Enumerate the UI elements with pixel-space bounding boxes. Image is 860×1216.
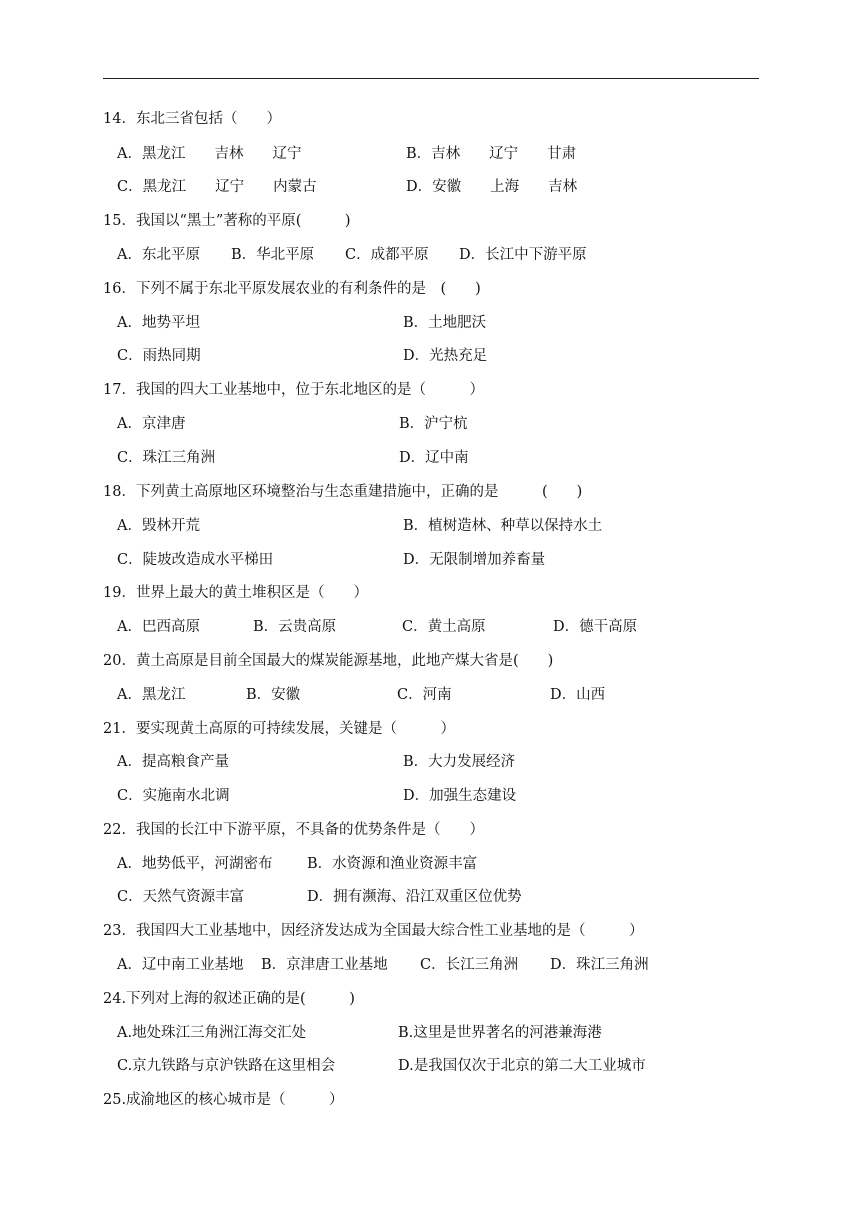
header-rule <box>103 78 759 79</box>
question-21: 21．要实现黄土高原的可持续发展，关键是（ ） <box>103 721 455 737</box>
q14-option-d: D．安徽 上海 吉林 <box>406 179 578 195</box>
q17-option-c: C．珠江三角洲 <box>117 450 216 466</box>
q21-option-d: D．加强生态建设 <box>403 788 517 804</box>
q24-option-a: A.地处珠江三角洲江海交汇处 <box>117 1025 307 1041</box>
question-19: 19．世界上最大的黄土堆积区是（ ） <box>103 585 368 601</box>
question-18: 18．下列黄土高原地区环境整治与生态重建措施中，正确的是 ( ) <box>103 484 583 500</box>
q16-option-a: A．地势平坦 <box>117 315 200 331</box>
q14-option-b: B．吉林 辽宁 甘肃 <box>406 146 577 162</box>
q22-option-b: B．水资源和渔业资源丰富 <box>307 856 478 872</box>
q24-option-b: B.这里是世界著名的河港兼海港 <box>398 1025 602 1041</box>
question-14: 14．东北三省包括（ ） <box>103 111 281 127</box>
q23-option-b: B．京津唐工业基地 <box>261 957 388 973</box>
q18-option-b: B．植树造林、种草以保持水土 <box>403 518 603 534</box>
question-20: 20．黄土高原是目前全国最大的煤炭能源基地，此地产煤大省是( ) <box>103 653 554 669</box>
q21-option-b: B．大力发展经济 <box>403 754 516 770</box>
question-24: 24.下列对上海的叙述正确的是( ) <box>103 991 355 1007</box>
q23-option-c: C．长江三角洲 <box>420 957 519 973</box>
q24-option-d: D.是我国仅次于北京的第二大工业城市 <box>398 1058 646 1074</box>
q19-option-b: B．云贵高原 <box>253 619 337 635</box>
q23-option-d: D．珠江三角洲 <box>550 957 649 973</box>
q17-option-a: A．京津唐 <box>117 416 186 432</box>
q24-option-c: C.京九铁路与京沪铁路在这里相会 <box>117 1058 336 1074</box>
q15-option-a: A．东北平原 <box>117 247 200 263</box>
q21-option-c: C．实施南水北调 <box>117 788 230 804</box>
q14-option-a: A．黑龙江 吉林 辽宁 <box>117 146 302 162</box>
q17-option-d: D．辽中南 <box>399 450 469 466</box>
question-23: 23．我国四大工业基地中，因经济发达成为全国最大综合性工业基地的是（ ） <box>103 923 644 939</box>
q19-option-c: C．黄土高原 <box>402 619 486 635</box>
question-15: 15．我国以“黑土”著称的平原( ) <box>103 213 351 229</box>
q22-option-a: A．地势低平，河湖密布 <box>117 856 273 872</box>
q22-option-c: C．天然气资源丰富 <box>117 889 245 905</box>
q20-option-a: A．黑龙江 <box>117 687 186 703</box>
q21-option-a: A．提高粮食产量 <box>117 754 229 770</box>
question-22: 22．我国的长江中下游平原，不具备的优势条件是（ ） <box>103 822 484 838</box>
q20-option-c: C．河南 <box>397 687 452 703</box>
q17-option-b: B．沪宁杭 <box>399 416 468 432</box>
question-25: 25.成渝地区的核心城市是（ ） <box>103 1092 344 1108</box>
q16-option-d: D．光热充足 <box>403 348 488 364</box>
q16-option-b: B．土地肥沃 <box>403 315 487 331</box>
q15-option-d: D．长江中下游平原 <box>459 247 587 263</box>
q15-option-b: B．华北平原 <box>231 247 315 263</box>
q18-option-c: C．陡坡改造成水平梯田 <box>117 552 274 568</box>
q19-option-d: D．德干高原 <box>553 619 638 635</box>
q19-option-a: A．巴西高原 <box>117 619 200 635</box>
question-17: 17．我国的四大工业基地中，位于东北地区的是（ ） <box>103 382 484 398</box>
q16-option-c: C．雨热同期 <box>117 348 201 364</box>
q18-option-d: D．无限制增加养畜量 <box>403 552 546 568</box>
q18-option-a: A．毁林开荒 <box>117 518 200 534</box>
q15-option-c: C．成都平原 <box>345 247 429 263</box>
q14-option-c: C．黑龙江 辽宁 内蒙古 <box>117 179 317 195</box>
question-16: 16．下列不属于东北平原发展农业的有利条件的是 ( ) <box>103 281 481 297</box>
q22-option-d: D．拥有濒海、沿江双重区位优势 <box>307 889 522 905</box>
q20-option-d: D．山西 <box>550 687 606 703</box>
q23-option-a: A．辽中南工业基地 <box>117 957 244 973</box>
q20-option-b: B．安徽 <box>246 687 301 703</box>
